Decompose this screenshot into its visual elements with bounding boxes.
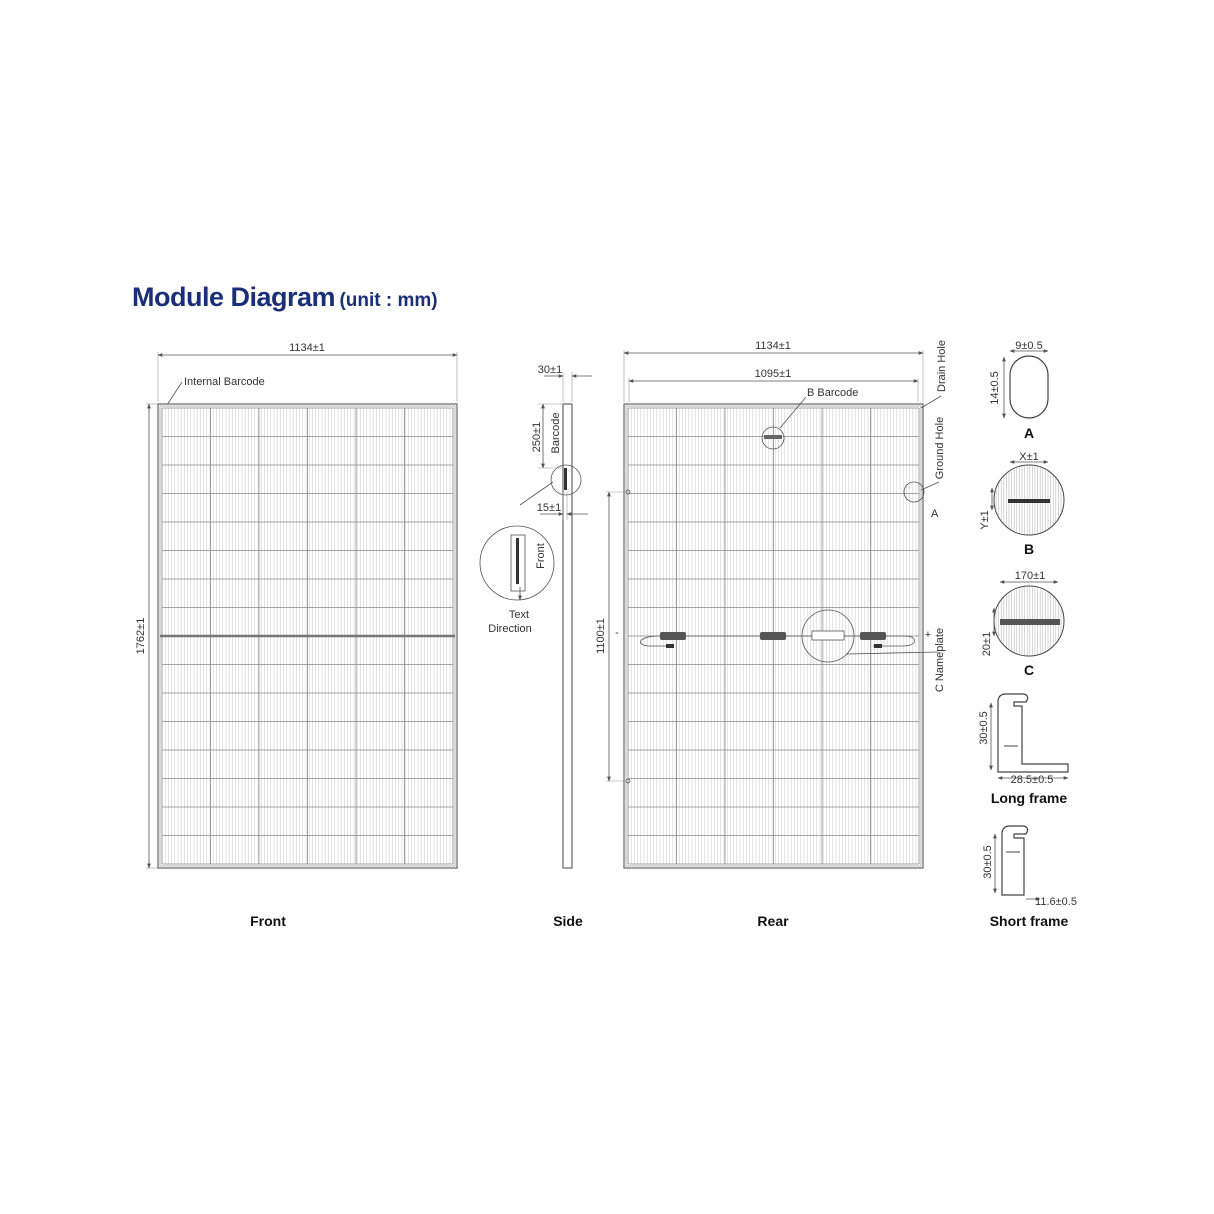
diagram-title-unit: (unit : mm) — [339, 290, 438, 311]
detail-b-label: B — [1023, 541, 1035, 557]
detail-b-height-dim: Y±1 — [979, 510, 991, 530]
long-frame-caption: Long frame — [990, 790, 1068, 806]
rear-nameplate — [812, 631, 844, 640]
front-width-dim: 1134±1 — [289, 342, 325, 354]
side-barcode-sticker — [564, 468, 567, 490]
short-frame-profile — [1002, 826, 1028, 895]
long-frame-section — [978, 694, 1068, 806]
detail-a-label: A — [1023, 425, 1035, 441]
rear-minus-sign: - — [615, 627, 619, 639]
rear-junction-box-right — [860, 632, 886, 640]
side-text-direction-line2: Direction — [488, 623, 532, 635]
detail-a-width-dim: 9±0.5 — [1015, 340, 1043, 352]
side-detail-front-label: Front — [535, 543, 547, 569]
rear-plus-sign: + — [924, 629, 932, 641]
rear-connector-right — [874, 644, 882, 648]
rear-nameplate-label: C Nameplate — [934, 627, 946, 693]
detail-b-barcode — [1008, 499, 1050, 503]
detail-c-width-dim: 170±1 — [1014, 570, 1046, 582]
rear-connector-left — [666, 644, 674, 648]
side-view — [480, 364, 592, 929]
short-frame-width-dim: 11.6±0.5 — [1035, 896, 1077, 908]
detail-c-nameplate — [1000, 619, 1060, 625]
side-text-direction-line1: Text — [508, 609, 530, 621]
rear-hole-span-dim: 1095±1 — [754, 368, 792, 380]
long-frame-profile — [998, 694, 1068, 772]
short-frame-caption: Short frame — [989, 913, 1069, 929]
detail-b-width-dim: X±1 — [1019, 451, 1039, 463]
rear-junction-box-left — [660, 632, 686, 640]
front-internal-barcode-label: Internal Barcode — [184, 376, 265, 388]
detail-a-height-dim: 14±0.5 — [989, 371, 1001, 405]
side-barcode-width-dim: 15±1 — [536, 502, 562, 514]
detail-a-slot-shape — [1010, 356, 1048, 418]
detail-a — [989, 340, 1048, 441]
detail-c — [981, 570, 1064, 678]
rear-mount-span-dim: 1100±1 — [595, 618, 607, 654]
rear-barcode-label: B Barcode — [807, 387, 859, 399]
long-frame-height-dim: 30±0.5 — [978, 711, 990, 745]
detail-c-label: C — [1023, 662, 1035, 678]
side-barcode-label: Barcode — [550, 412, 562, 454]
rear-width-dim: 1134±1 — [755, 340, 791, 352]
side-barcode-offset-dim: 250±1 — [531, 421, 543, 453]
rear-ground-hole-label: Ground Hole — [934, 416, 946, 480]
front-view — [135, 342, 457, 929]
diagram-title-main: Module Diagram — [132, 282, 336, 312]
front-height-dim: 1762±1 — [135, 617, 147, 655]
front-caption: Front — [250, 913, 286, 929]
short-frame-height-dim: 30±0.5 — [982, 845, 994, 879]
long-frame-width-dim: 28.5±0.5 — [1010, 774, 1054, 786]
rear-junction-box-center — [760, 632, 786, 640]
rear-drain-hole-label: Drain Hole — [936, 340, 948, 392]
detail-c-height-dim: 20±1 — [981, 631, 993, 657]
side-caption: Side — [553, 913, 583, 929]
detail-b — [979, 451, 1064, 557]
rear-caption: Rear — [757, 913, 789, 929]
short-frame-section — [982, 826, 1077, 929]
side-thickness-dim: 30±1 — [537, 364, 563, 376]
rear-detail-a-marker: A — [931, 508, 939, 520]
rear-view — [595, 340, 948, 929]
